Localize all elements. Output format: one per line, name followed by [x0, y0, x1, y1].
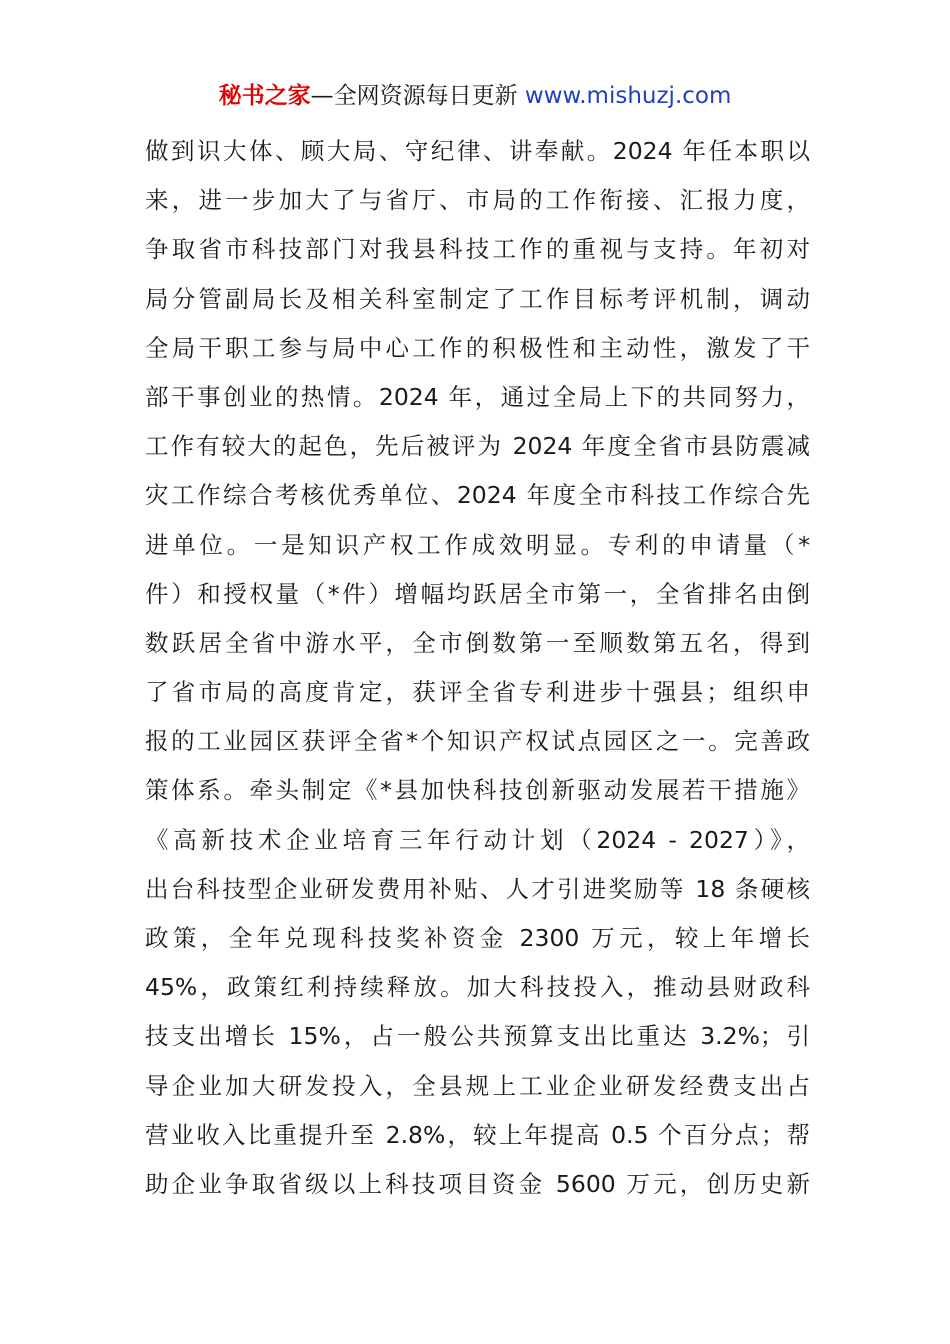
body-line: 做到识大体、顾大局、守纪律、讲奉献。2024 年任本职以 [145, 137, 810, 165]
body-line: 了省市局的高度肯定，获评全省专利进步十强县；组织申 [145, 678, 810, 707]
page-header [0, 80, 950, 112]
body-line: 局分管副局长及相关科室制定了工作目标考评机制，调动 [145, 284, 810, 313]
body-line: 策体系。牵头制定《*县加快科技创新驱动发展若干措施》 [145, 776, 810, 805]
body-line: 灾工作综合考核优秀单位、2024 年度全市科技工作综合先 [145, 481, 810, 510]
body-line: 工作有较大的起色，先后被评为 2024 年度全省市县防震减 [145, 432, 810, 461]
body-line: 营业收入比重提升至 2.8%，较上年提高 0.5 个百分点；帮 [145, 1120, 810, 1149]
body-line: 导企业加大研发投入，全县规上工业企业研发经费支出占 [145, 1071, 810, 1100]
site-url-link[interactable]: www.mishuzj.com [524, 83, 732, 109]
body-line: 《高新技术企业培育三年行动计划（2024 - 2027）》， [145, 825, 810, 854]
body-line: 数跃居全省中游水平，全市倒数第一至顺数第五名，得到 [145, 628, 810, 657]
body-line: 进单位。一是知识产权工作成效明显。专利的申请量（* [145, 530, 810, 559]
body-line: 45%，政策红利持续释放。加大科技投入，推动县财政科 [145, 973, 810, 1002]
body-line: 出台科技型企业研发费用补贴、人才引进奖励等 18 条硬核 [145, 874, 810, 903]
document-body [145, 127, 810, 1209]
body-line: 报的工业园区获评全省*个知识产权试点园区之一。完善政 [145, 727, 810, 756]
body-line: 技支出增长 15%，占一般公共预算支出比重达 3.2%；引 [145, 1022, 810, 1051]
body-line: 全局干职工参与局中心工作的积极性和主动性，激发了干 [145, 333, 810, 362]
site-tagline: —全网资源每日更新 [310, 83, 525, 109]
body-line: 来，进一步加大了与省厅、市局的工作衔接、汇报力度， [145, 186, 810, 215]
body-line: 政策，全年兑现科技奖补资金 2300 万元，较上年增长 [145, 924, 810, 952]
site-name: 秘书之家 [218, 83, 311, 109]
body-line: 助企业争取省级以上科技项目资金 5600 万元，创历史新 [145, 1169, 810, 1198]
body-line: 部干事创业的热情。2024 年，通过全局上下的共同努力， [145, 382, 810, 411]
body-line: 件）和授权量（*件）增幅均跃居全市第一，全省排名由倒 [145, 579, 810, 608]
body-line: 争取省市科技部门对我县科技工作的重视与支持。年初对 [145, 235, 810, 264]
